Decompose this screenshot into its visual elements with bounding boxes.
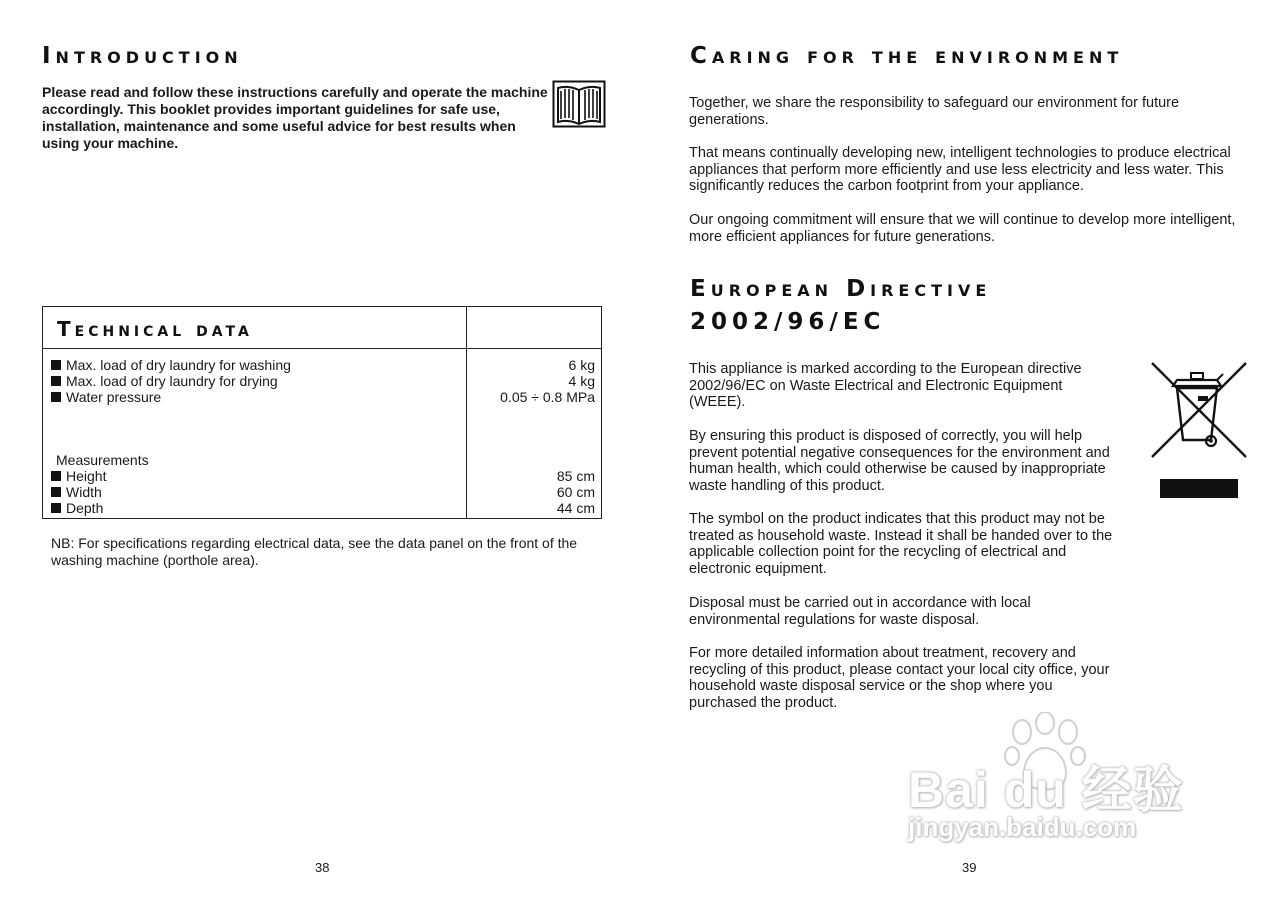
directive-paragraph: The symbol on the product indicates that this product may not be treated as household waste. Instead it shall be handed over to the applicable collection point for the recycling of electrical and electronic equipment.: [689, 511, 1113, 578]
nb-note: NB: For specifications regarding electrical data, see the data panel on the front of the washing machine (porthole area).: [51, 535, 578, 568]
introduction-text: Please read and follow these instructions carefully and operate the machine accordingly. This booklet provides important guidelines for safe use, installation, maintenance and some useful advice for best results when using your machine.: [42, 84, 548, 151]
table-row: [51, 373, 595, 389]
table-row: [51, 357, 595, 373]
bullet-square-icon: [51, 360, 61, 370]
bullet-square-icon: [51, 376, 61, 386]
directive-paragraph: For more detailed information about treatment, recovery and recycling of this product, please contact your local city office, your household waste disposal service or the shop where you purchased the product.: [689, 645, 1110, 712]
bullet-square-icon: [51, 487, 61, 497]
page-number: 39: [962, 860, 977, 875]
table-row: [51, 389, 595, 405]
weee-black-bar: [1160, 479, 1238, 498]
environment-paragraph: That means continually developing new, intelligent technologies to produce electrical appliances that perform more efficiently and use less electricity and less water. This significantly reduces the carbon footprint from your appliance.: [689, 145, 1231, 195]
row-label: Width: [66, 484, 102, 500]
page-number: 38: [315, 860, 330, 875]
row-value: 6 kg: [568, 357, 595, 373]
row-value: 0.05 ÷ 0.8 MPa: [500, 389, 595, 405]
row-value: 4 kg: [568, 373, 595, 389]
row-value: 85 cm: [556, 468, 595, 484]
baidu-watermark: [908, 712, 1208, 862]
table-row: [51, 500, 595, 516]
technical-data-heading: Technical data: [57, 317, 253, 341]
book-icon: [552, 80, 606, 128]
row-label: Water pressure: [66, 389, 162, 405]
table-row: [51, 468, 595, 484]
environment-paragraph: Our ongoing commitment will ensure that we will continue to develop more intelligent, more efficient appliances for future generations.: [689, 212, 1236, 245]
row-value: 44 cm: [556, 500, 595, 516]
watermark-url: jingyan.baidu.com: [908, 812, 1137, 842]
directive-paragraph: This appliance is marked according to the European directive 2002/96/EC on Waste Electrical and Electronic Equipment (WEEE).: [689, 361, 1082, 411]
directive-paragraph: By ensuring this product is disposed of correctly, you will help prevent potential negative consequences for the environment and human health, which could otherwise be caused by inappropriate waste handling of this product.: [689, 428, 1110, 495]
table-row: [51, 484, 595, 500]
bullet-square-icon: [51, 503, 61, 513]
right-page: [640, 0, 1280, 904]
crossed-out-wheelie-bin-icon: [1149, 360, 1249, 460]
environment-paragraph: Together, we share the responsibility to safeguard our environment for future generations.: [689, 95, 1180, 128]
row-label: Depth: [66, 500, 104, 516]
table-divider-horizontal: [43, 348, 601, 349]
introduction-heading: Introduction: [42, 43, 243, 69]
row-label: Max. load of dry laundry for drying: [66, 373, 278, 389]
directive-number-heading: 2002/96/EC: [690, 309, 886, 335]
directive-paragraph: Disposal must be carried out in accordance with local environmental regulations for waste disposal.: [689, 595, 1031, 628]
watermark-brand: Bai du 经验: [908, 762, 1184, 818]
environment-heading: Caring for the environment: [690, 43, 1124, 69]
row-label: Max. load of dry laundry for washing: [66, 357, 291, 373]
bullet-square-icon: [51, 392, 61, 402]
bullet-square-icon: [51, 471, 61, 481]
row-value: 60 cm: [556, 484, 595, 500]
directive-heading: European Directive: [690, 276, 992, 302]
technical-data-table: [42, 306, 602, 519]
measurements-label: Measurements: [56, 452, 149, 468]
row-label: Height: [66, 468, 107, 484]
